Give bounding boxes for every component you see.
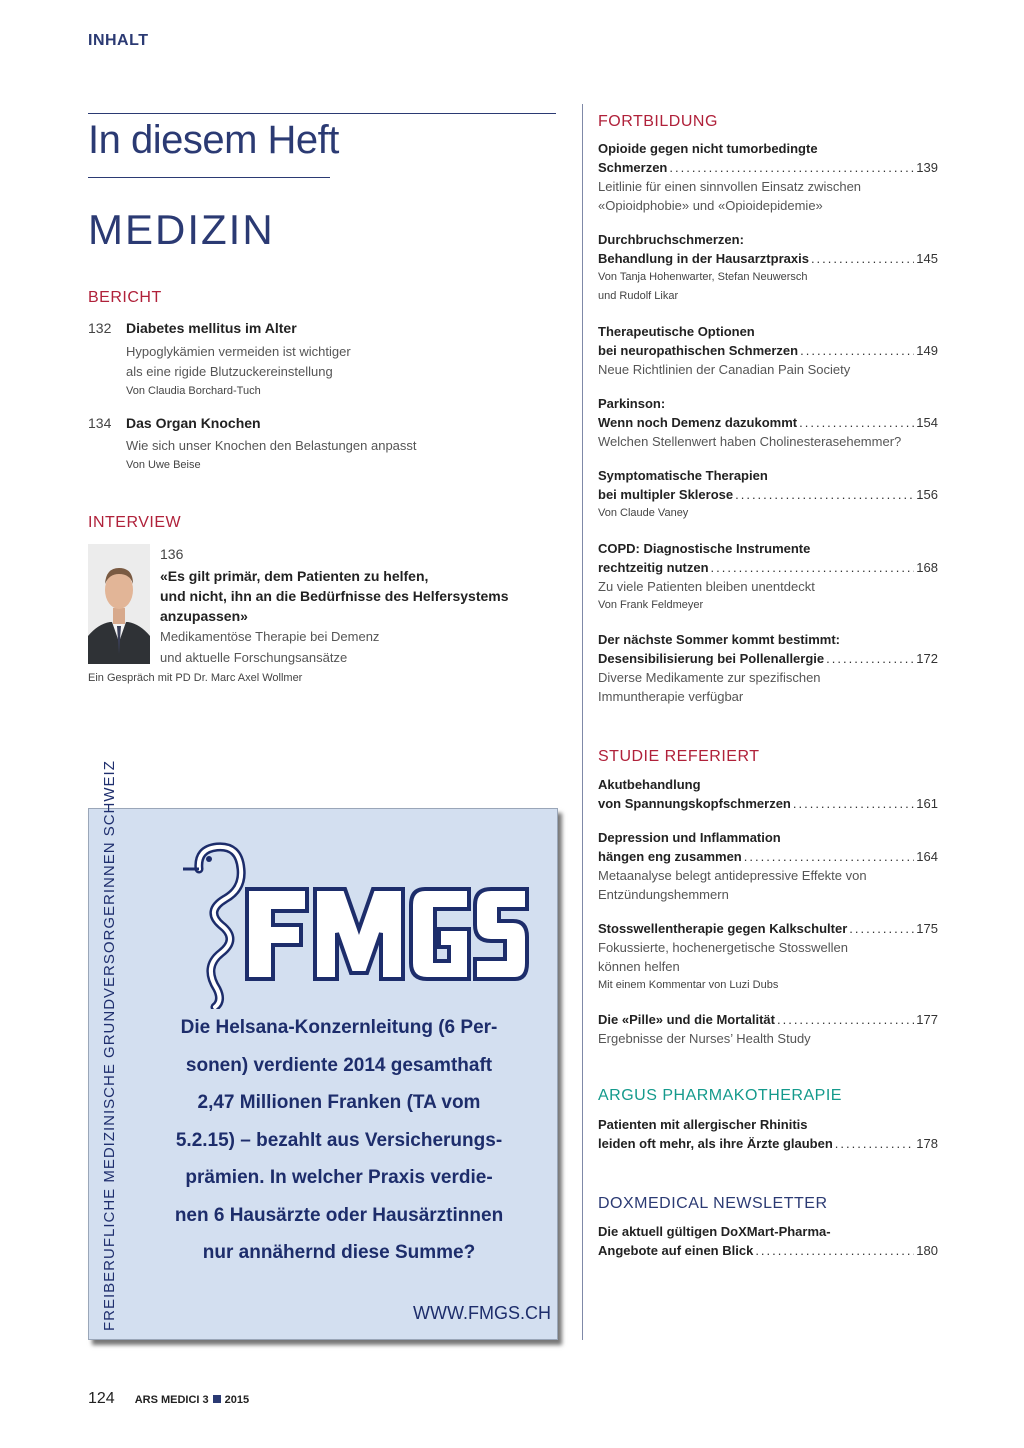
entry-subtitle: Zu viele Patienten bleiben unentdeckt — [598, 579, 815, 594]
interview-subtitle: und aktuelle Forschungsansätze — [160, 650, 348, 665]
entry-title: Depression und Inflammation — [598, 830, 781, 845]
entry-subtitle: Neue Richtlinien der Canadian Pain Society — [598, 362, 851, 377]
entry-title: Angebote auf einen Blick — [598, 1243, 754, 1258]
ad-message-line: prämien. In welcher Praxis verdie- — [185, 1167, 493, 1188]
entry-title: bei multipler Sklerose — [598, 487, 734, 502]
entry-subtitle: Immuntherapie verfügbar — [598, 689, 744, 704]
entry-author: Mit einem Kommentar von Luzi Dubs — [598, 979, 779, 991]
entry-page-number: 175 — [916, 921, 938, 936]
ad-message-line: Die Helsana-Konzernleitung (6 Per- — [180, 1017, 498, 1038]
entry-page-number: 177 — [916, 1012, 938, 1027]
ad-url-link[interactable]: WWW.FMGS.CH — [413, 1303, 551, 1323]
entry-author: Von Claude Vaney — [598, 507, 689, 519]
entry-page-number: 168 — [916, 560, 938, 575]
section-label-interview: INTERVIEW — [88, 514, 182, 531]
ad-message-line: 2,47 Millionen Franken (TA vom — [197, 1092, 481, 1113]
entry-subtitle: Diverse Medikamente zur spezifischen — [598, 670, 821, 685]
entry-title: Die «Pille» und die Mortalität — [598, 1012, 775, 1027]
interview-subtitle: Medikamentöse Therapie bei Demenz — [160, 629, 380, 644]
entry-title: Therapeutische Optionen — [598, 324, 755, 339]
interview-author: Ein Gespräch mit PD Dr. Marc Axel Wollmer — [88, 672, 303, 684]
interview-page-number: 136 — [160, 546, 184, 562]
leader-dots — [755, 1241, 914, 1260]
entry-subtitle: «Opioidphobie» und «Opioidepidemie» — [598, 198, 823, 213]
ad-message-line: 5.2.15) – bezahlt aus Versicherungs- — [175, 1129, 503, 1151]
entry-page-number: 139 — [916, 160, 938, 175]
entry-title: Diabetes mellitus im Alter — [126, 320, 297, 336]
leader-dots — [711, 558, 915, 577]
portrait-image — [88, 544, 150, 664]
ad-message-line: sonen) verdiente 2014 gesamthaft — [185, 1054, 493, 1076]
ad-message — [129, 1009, 549, 1272]
toc-entry[interactable] — [598, 466, 938, 523]
entry-page-number: 180 — [916, 1243, 938, 1258]
toc-entry[interactable] — [160, 566, 560, 668]
entry-title: Parkinson: — [598, 396, 666, 411]
footer — [88, 1390, 249, 1408]
toc-entry[interactable] — [598, 630, 938, 706]
category-heading: MEDIZIN — [88, 206, 275, 253]
section-label-studie-referiert: STUDIE REFERIERT — [598, 748, 760, 765]
leader-dots — [826, 649, 914, 668]
entry-subtitle: Entzündungshemmern — [598, 887, 729, 902]
toc-entry[interactable] — [598, 322, 938, 379]
leader-dots — [777, 1010, 914, 1029]
section-label-fortbildung: FORTBILDUNG — [598, 113, 718, 130]
page-title: In diesem Heft — [88, 118, 339, 162]
column-divider — [582, 104, 583, 1340]
entry-title: leiden oft mehr, als ihre Ärzte glauben — [598, 1136, 833, 1151]
toc-entry[interactable] — [598, 394, 938, 451]
entry-author: Von Claudia Borchard-Tuch — [126, 385, 261, 397]
ad-message-line: nen 6 Hausärzte oder Hausärztinnen — [174, 1204, 504, 1226]
entry-title: COPD: Diagnostische Instrumente — [598, 541, 811, 556]
entry-page-number: 149 — [916, 343, 938, 358]
entry-title: bei neuropathischen Schmerzen — [598, 343, 799, 358]
leader-dots — [800, 341, 914, 360]
interview-photo — [88, 544, 150, 664]
entry-page-number: 156 — [916, 487, 938, 502]
ad-vertical-text: FREIBERUFLICHE MEDIZINISCHE GRUNDVERSORGERINNEN SCHWEIZ — [101, 760, 118, 1331]
entry-page-number: 154 — [916, 415, 938, 430]
section-label-bericht: BERICHT — [88, 289, 162, 306]
entry-title: Akutbehandlung — [598, 777, 701, 792]
entry-page-number: 134 — [88, 415, 112, 431]
entry-title: Der nächste Sommer kommt bestimmt: — [598, 632, 841, 647]
entry-title: Das Organ Knochen — [126, 415, 261, 431]
entry-title: Schmerzen — [598, 160, 668, 175]
toc-entry[interactable] — [598, 539, 938, 615]
ad-message-line: nur annähernd diese Summe? — [202, 1242, 476, 1263]
fmgs-logo — [169, 829, 529, 1009]
entry-title: rechtzeitig nutzen — [598, 560, 709, 575]
leader-dots — [669, 158, 914, 177]
entry-title: Opioide gegen nicht tumorbedingte — [598, 141, 818, 156]
entry-title: Wenn noch Demenz dazukommt — [598, 415, 798, 430]
leader-dots — [799, 413, 914, 432]
interview-title-line: «Es gilt primär, dem Patienten zu helfen, — [160, 568, 429, 584]
entry-title: Durchbruchschmerzen: — [598, 232, 744, 247]
toc-entry[interactable] — [598, 775, 938, 813]
fmgs-advertisement[interactable] — [88, 760, 558, 1340]
entry-author: Von Tanja Hohenwarter, Stefan Neuwersch — [598, 271, 808, 283]
entry-title: Desensibilisierung bei Pollenallergie — [598, 651, 825, 666]
entry-subtitle: Hypoglykämien vermeiden ist wichtiger — [126, 344, 351, 359]
entry-page-number: 132 — [88, 320, 112, 336]
entry-title: Patienten mit allergischer Rhinitis — [598, 1117, 808, 1132]
toc-entry[interactable] — [598, 919, 938, 995]
entry-title: hängen eng zusammen — [598, 849, 742, 864]
leader-dots — [849, 919, 914, 938]
section-label-doxmedical: DOXMEDICAL NEWSLETTER — [598, 1195, 828, 1212]
entry-author: und Rudolf Likar — [598, 290, 679, 302]
entry-subtitle: Ergebnisse der Nurses’ Health Study — [598, 1031, 811, 1046]
running-header: INHALT — [88, 32, 149, 49]
interview-title-line: und nicht, ihn an die Bedürfnisse des Helfersystems — [160, 588, 509, 604]
entry-subtitle: können helfen — [598, 959, 680, 974]
section-label-argus: ARGUS PHARMAKOTHERAPIE — [598, 1087, 842, 1104]
entry-title: Die aktuell gültigen DoXMart-Pharma- — [598, 1224, 831, 1239]
entry-title: von Spannungskopfschmerzen — [598, 796, 791, 811]
leader-dots — [835, 1134, 915, 1153]
entry-subtitle: als eine rigide Blutzuckereinstellung — [126, 364, 333, 379]
journal-year: 2015 — [224, 1394, 250, 1406]
entry-page-number: 172 — [916, 651, 938, 666]
entry-subtitle: Fokussierte, hochenergetische Stosswellen — [598, 940, 849, 955]
leader-dots — [793, 794, 914, 813]
entry-subtitle: Welchen Stellenwert haben Cholinesterasehemmer? — [598, 434, 902, 449]
entry-page-number: 145 — [916, 251, 938, 266]
entry-author: Von Frank Feldmeyer — [598, 599, 704, 611]
entry-subtitle: Metaanalyse belegt antidepressive Effekte von — [598, 868, 867, 883]
leader-dots — [735, 485, 914, 504]
toc-entry[interactable] — [598, 230, 938, 306]
toc-entry[interactable] — [598, 828, 938, 904]
entry-title: Symptomatische Therapien — [598, 468, 768, 483]
entry-author: Von Uwe Beise — [126, 459, 201, 471]
entry-page-number: 161 — [916, 796, 938, 811]
interview-title-line: anzupassen» — [160, 608, 248, 624]
entry-title: Stosswellentherapie gegen Kalkschulter — [598, 921, 848, 936]
entry-page-number: 178 — [916, 1136, 938, 1151]
top-rule — [88, 113, 556, 114]
leader-dots — [811, 249, 914, 268]
toc-entry[interactable] — [598, 1115, 938, 1153]
square-icon — [213, 1395, 221, 1403]
toc-entry[interactable] — [598, 139, 938, 215]
entry-page-number: 164 — [916, 849, 938, 864]
folio-page-number: 124 — [88, 1390, 115, 1407]
leader-dots — [744, 847, 915, 866]
entry-subtitle: Leitlinie für einen sinnvollen Einsatz zwischen — [598, 179, 862, 194]
journal-name: ARS MEDICI 3 — [134, 1394, 209, 1406]
toc-entry[interactable] — [598, 1010, 938, 1048]
title-rule — [88, 177, 330, 178]
entry-title: Behandlung in der Hausarztpraxis — [598, 251, 809, 266]
entry-subtitle: Wie sich unser Knochen den Belastungen anpasst — [126, 438, 417, 453]
toc-entry[interactable] — [598, 1222, 938, 1260]
